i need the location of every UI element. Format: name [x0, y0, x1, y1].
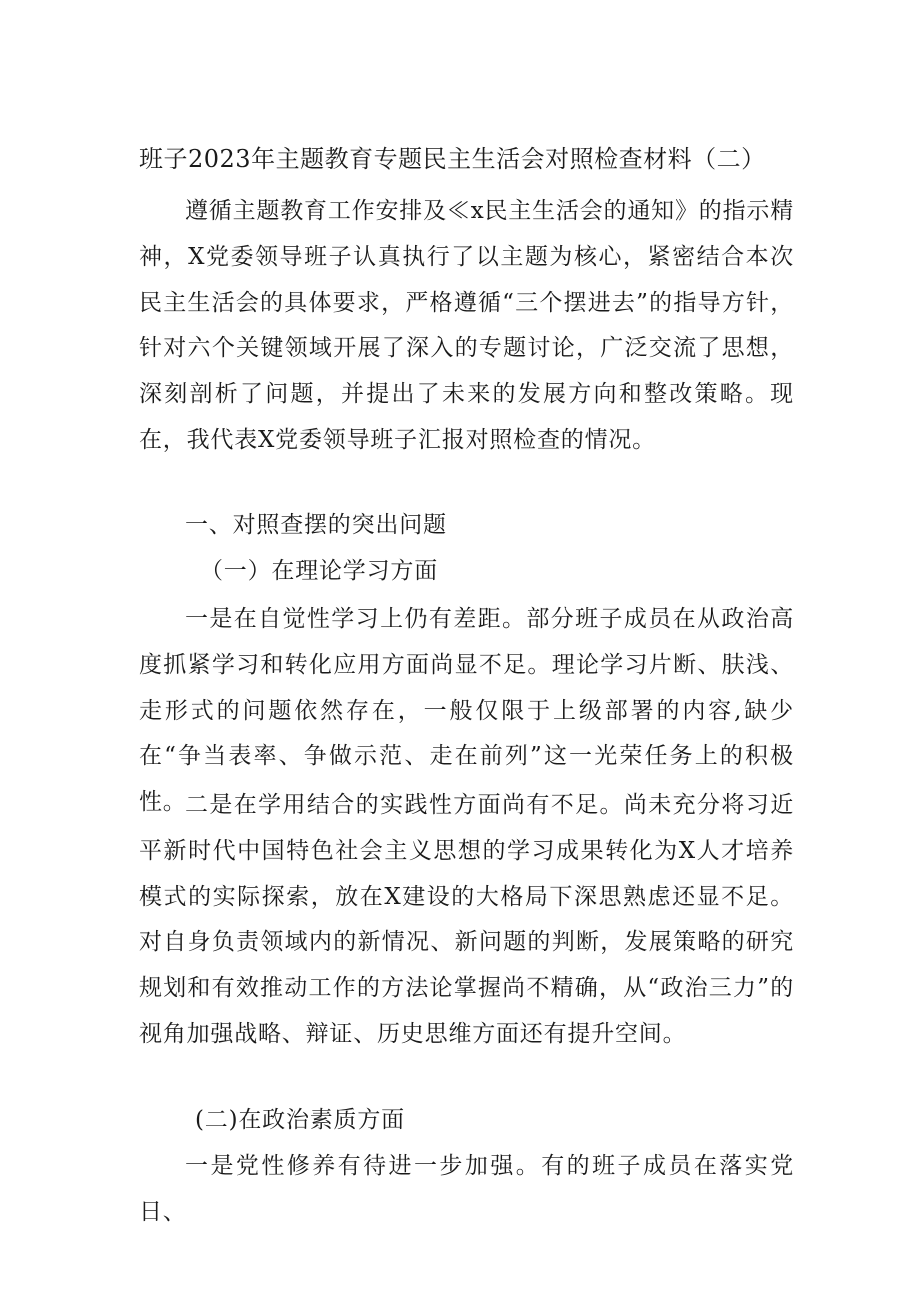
paragraph-party-spirit: 一是党性修养有待进一步加强。有的班子成员在落实党日、 [139, 1153, 794, 1225]
document-title: 班子2023年主题教育专题民主生活会对照检查材料（二） [139, 145, 766, 173]
subsection-heading-theory-study: （一）在理论学习方面 [200, 558, 438, 584]
intro-paragraph: 遵循主题教育工作安排及≪x民主生活会的通知》的指示精神，X党委领导班子认真执行了以主题为核心，紧密结合本次民主生活会的具体要求，严格遵循“三个摆进去”的指导方针，针对六个关键领域开展了深入的专题讨论，广泛交流了思想，深刻剖析了问题，并提出了未来的发展方向和整改策略。现在，我代表X党委领导班子汇报对照检查的情况。 [139, 198, 794, 453]
section-heading: 一、对照查摆的突出问题 [185, 512, 447, 538]
paragraph-study-practice-gap: 二是在学用结合的实践性方面尚有不足。尚未充分将习近平新时代中国特色社会主义思想的学习成果转化为X人才培养模式的实际探索，放在X建设的大格局下深思熟虑还显不足。对自身负责领域内的新情况、新问题的判断，发展策略的研究规划和有效推动工作的方法论掌握尚不精确，从“政治三力”的视角加强战略、辩证、历史思维方面还有提升空间。 [139, 792, 794, 1047]
subsection-heading-political-quality: (二)在政治素质方面 [195, 1107, 405, 1133]
paragraph-self-study-gap: 一是在自觉性学习上仍有差距。部分班子成员在从政治高度抓紧学习和转化应用方面尚显不足。理论学习片断、肤浅、走形式的问题依然存在，一般仅限于上级部署的内容,缺少在“争当表率、争做示范、走在前列”这一光荣任务上的积极性。 [139, 606, 794, 816]
